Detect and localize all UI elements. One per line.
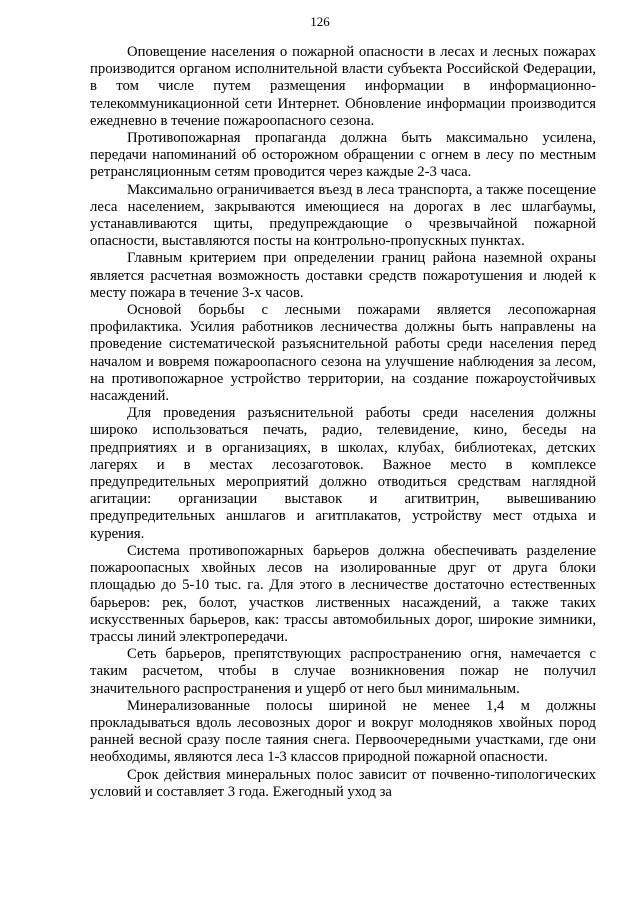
paragraph: Минерализованные полосы шириной не менее 1,4 м должны прокладываться вдоль лесовозных дорог и вокруг молодняков хвойных пород ранней весной сразу после таяния снега. Первоочередными участками, где они необходимы, являются леса 1-3 классов природной пожарной опасности. xyxy=(90,697,596,766)
paragraph: Срок действия минеральных полос зависит от почвенно-типологических условий и составляет 3 года. Ежегодный уход за xyxy=(90,766,596,800)
paragraph: Оповещение населения о пожарной опасности в лесах и лесных пожарах производится органом исполнительной власти субъекта Российской Федерации, в том числе путем размещения информации в информационно-телекоммуникационной сети Интернет. Обновление информации производится ежедневно в течение пожароопасного сезона. xyxy=(90,44,596,129)
paragraph: Система противопожарных барьеров должна обеспечивать разделение пожароопасных хвойных лесов на изолированные друг от друга блоки площадью до 5-10 тыс. га. Для этого в лесничестве достаточно естественных барьеров: рек, болот, участков лиственных насаждений, а также таких искусственных барьеров, как: трассы автомобильных дорог, широкие зимники, трассы линий электропередачи. xyxy=(90,542,596,645)
paragraph: Основой борьбы с лесными пожарами является лесопожарная профилактика. Усилия работников лесничества должны быть направлены на проведение систематической разъяснительной работы среди населения перед началом и вовремя пожароопасного сезона на улучшение наблюдения за лесом, на противопожарное устройство территории, на создание пожароустойчивых насаждений. xyxy=(90,302,596,405)
paragraph: Для проведения разъяснительной работы среди населения должны широко использоваться печать, радио, телевидение, кино, беседы на предприятиях и в организациях, в школах, клубах, библиотеках, детских лагерях и в местах лесозаготовок. Важное место в комплексе предупредительных мероприятий должно отводиться средствам наглядной агитации: организации выставок и агитвитрин, вывешиванию предупредительных аншлагов и агитплакатов, устройству мест отдыха и курения. xyxy=(90,405,596,542)
paragraph: Противопожарная пропаганда должна быть максимально усилена, передачи напоминаний об осторожном обращении с огнем в лесу по местным ретрансляционным сетям проводится через каждые 2-3 часа. xyxy=(90,130,596,181)
paragraph: Сеть барьеров, препятствующих распространению огня, намечается с таким расчетом, чтобы в случае возникновения пожар не получил значительного распространения и ущерб от него был минимальным. xyxy=(90,646,596,697)
paragraph: Главным критерием при определении границ района наземной охраны является расчетная возможность доставки средств пожаротушения и людей к месту пожара в течение 3-х часов. xyxy=(90,250,596,301)
page-number: 126 xyxy=(310,14,330,29)
paragraph: Максимально ограничивается въезд в леса транспорта, а также посещение леса населением, закрываются имеющиеся на дорогах в лес шлагбаумы, устанавливаются щиты, предупреждающие о чрезвычайной пожарной опасности, выставляются посты на контрольно-пропускных пунктах. xyxy=(90,181,596,250)
body-text xyxy=(90,44,596,801)
